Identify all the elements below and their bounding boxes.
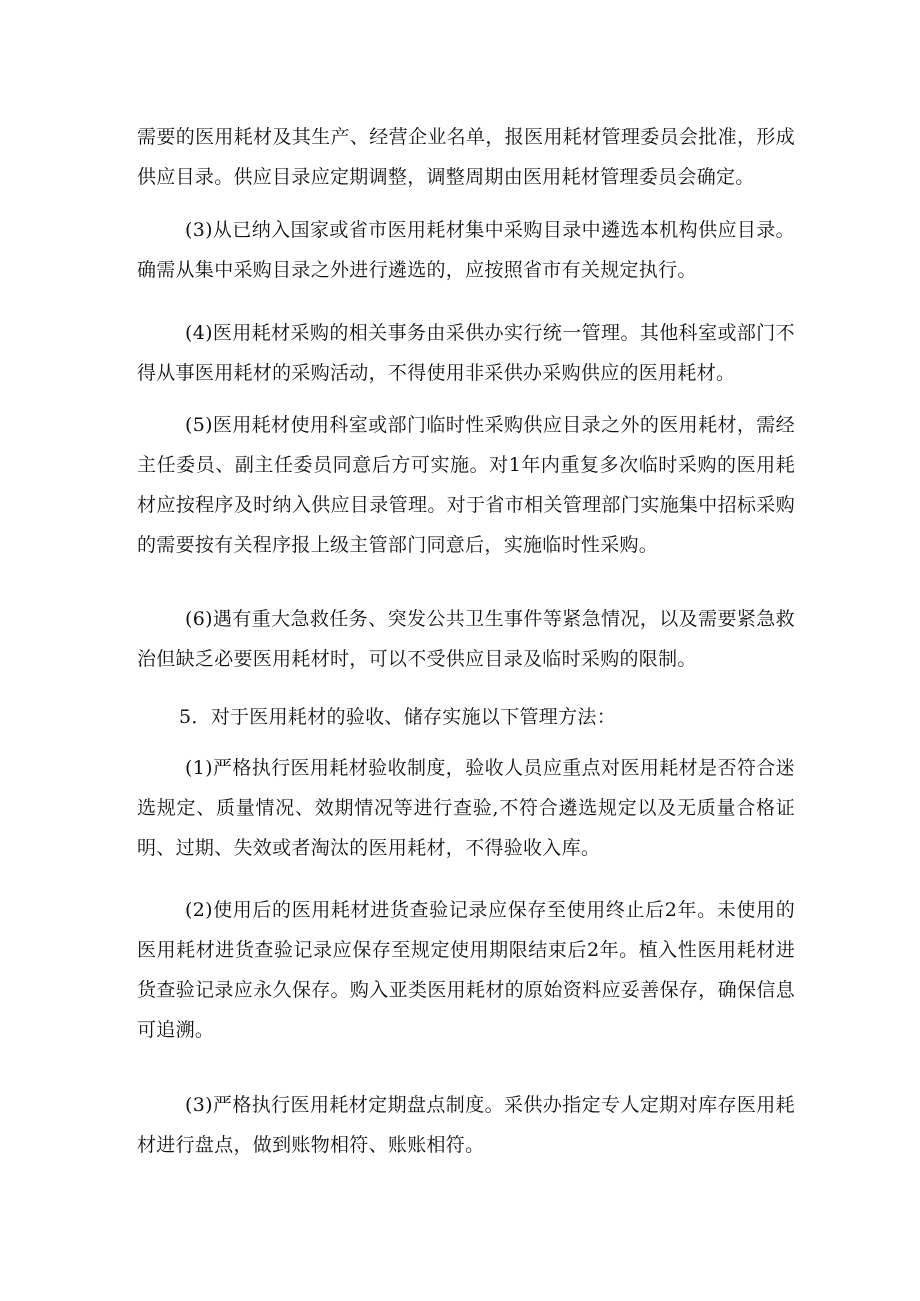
paragraph-item-5-temporary-purchase: (5)医用耗材使用科室或部门临时性采购供应目录之外的医用耗材，需经主任委员、副主任委员同意后方可实施。对1年内重复多次临时采购的医用耗材应按程序及时纳入供应目录管理。对于省市相关管理部门实施集中招标采购的需要按有关程序报上级主管部门同意后，实施临时性采购。 [137,414,795,556]
paragraph-item-4-procurement: (4)医用耗材采购的相关事务由采供办实行统一管理。其他科室或部门不得从事医用耗材的采购活动，不得使用非采供办采购供应的医用耗材。 [137,322,795,384]
paragraph-item-3-selection: (3)从已纳入国家或省市医用耗材集中采购目录中遴选本机构供应目录。确需从集中采购目录之外进行遴选的，应按照省市有关规定执行。 [137,219,795,281]
paragraph-item-3-inventory: (3)严格执行医用耗材定期盘点制度。采供办指定专人定期对库存医用耗材进行盘点，做到账物相符、账账相符。 [137,1094,795,1156]
paragraph-item-6-emergency: (6)遇有重大急救任务、突发公共卫生事件等紧急情况，以及需要紧急救治但缺乏必要医用耗材时，可以不受供应目录及临时采购的限制。 [137,608,795,670]
section-heading-acceptance-storage: 5．对于医用耗材的验收、储存实施以下管理方法： [179,706,616,728]
paragraph-item-1-acceptance: (1)严格执行医用耗材验收制度，验收人员应重点对医用耗材是否符合迷选规定、质量情况、效期情况等进行查验,不符合遴选规定以及无质量合格证明、过期、失效或者淘汰的医用耗材，不得验收入库。 [137,757,795,859]
paragraph-item-2-records: (2)使用后的医用耗材进货查验记录应保存至使用终止后2年。未使用的医用耗材进货查验记录应保存至规定使用期限结束后2年。植入性医用耗材进货查验记录应永久保存。购入亚类医用耗材的原始资料应妥善保存，确保信息可追溯。 [137,899,795,1041]
paragraph-supply-catalog-continuation: 需要的医用耗材及其生产、经营企业名单，报医用耗材管理委员会批准，形成供应目录。供应目录应定期调整，调整周期由医用耗材管理委员会确定。 [137,126,795,188]
